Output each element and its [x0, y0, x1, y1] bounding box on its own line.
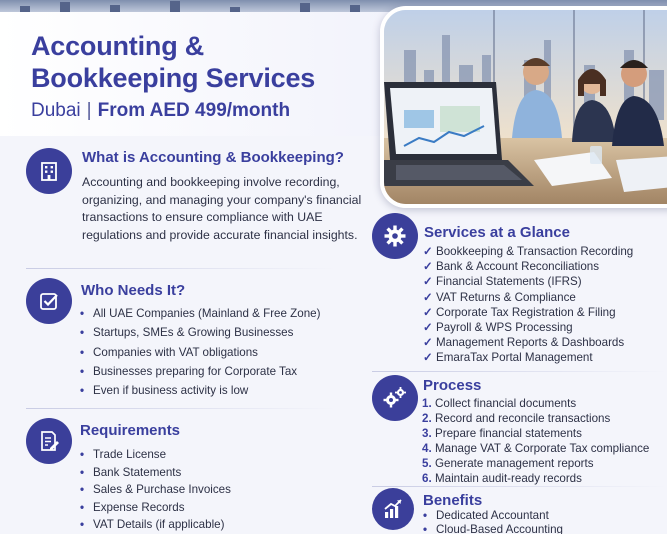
divider — [26, 268, 336, 269]
process-steps-list — [422, 396, 649, 486]
gears-icon — [382, 385, 408, 411]
list-item: • Expense Records — [80, 500, 185, 514]
divider — [372, 486, 667, 487]
growth-chart-icon — [382, 498, 404, 520]
title-line-1: Accounting & — [31, 31, 205, 61]
location-label: Dubai — [31, 100, 81, 121]
list-item: • Startups, SMEs & Growing Businesses — [80, 326, 294, 340]
price-label: From AED 499/month — [97, 100, 291, 121]
requirements-list — [80, 446, 231, 534]
benefits-icon-circle — [372, 488, 414, 530]
benefits-list — [423, 509, 563, 534]
divider — [26, 408, 336, 409]
requirements-icon-circle — [26, 418, 72, 464]
services-icon-circle — [372, 213, 418, 259]
requirements-title: Requirements — [80, 422, 181, 439]
office-meeting-photo — [380, 6, 667, 208]
services-title: Services at a Glance — [424, 224, 570, 241]
checkbox-icon — [38, 290, 60, 312]
list-item: 2. Record and reconcile transactions — [422, 412, 611, 425]
gear-icon — [383, 224, 407, 248]
process-title: Process — [423, 377, 482, 394]
list-item: • Companies with VAT obligations — [80, 345, 258, 359]
list-item: • Trade License — [80, 448, 167, 461]
what-is-title: What is Accounting & Bookkeeping? — [82, 149, 344, 166]
list-item: 5. Generate management reports — [422, 457, 594, 470]
list-item: 6. Maintain audit-ready records — [422, 472, 582, 485]
list-item: ✓ Payroll & WPS Processing — [423, 321, 573, 335]
list-item: • VAT Details (if applicable) — [80, 518, 225, 531]
list-item: ✓ EmaraTax Portal Management — [423, 351, 593, 365]
process-icon-circle — [372, 375, 418, 421]
list-item: ✓ Financial Statements (IFRS) — [423, 275, 582, 289]
who-needs-list — [80, 304, 320, 400]
page-title — [31, 30, 315, 94]
list-item: • All UAE Companies (Mainland & Free Zone) — [80, 307, 321, 320]
title-line-2: Bookkeeping Services — [31, 63, 316, 93]
list-item: ✓ Bank & Account Reconciliations — [423, 260, 600, 274]
list-item: • Even if business activity is low — [80, 384, 249, 398]
list-item: 4. Manage VAT & Corporate Tax compliance — [422, 442, 650, 455]
list-item: • Bank Statements — [80, 465, 182, 479]
subtitle-separator: | — [86, 100, 92, 121]
benefits-title: Benefits — [423, 492, 483, 509]
what-is-icon-circle — [26, 148, 72, 194]
list-item: • Businesses preparing for Corporate Tax — [80, 364, 298, 378]
divider — [372, 371, 667, 372]
list-item: 3. Prepare financial statements — [422, 427, 582, 440]
office-building-icon — [38, 160, 60, 182]
what-is-description: Accounting and bookkeeping involve recording, organizing, and managing your company's financial transactions to ensure compliance with UAE regulations and provide accurate financial insights. — [82, 175, 362, 242]
list-item: 1. Collect financial documents — [422, 397, 577, 410]
list-item: ✓ Bookkeeping & Transaction Recording — [423, 245, 634, 258]
document-edit-icon — [38, 430, 60, 452]
list-item: ✓ VAT Returns & Compliance — [423, 290, 576, 304]
list-item: ✓ Management Reports & Dashboards — [423, 336, 625, 350]
who-needs-icon-circle — [26, 278, 72, 324]
page-subtitle — [31, 100, 290, 122]
list-item: • Sales & Purchase Invoices — [80, 483, 231, 496]
list-item: • Dedicated Accountant — [423, 509, 549, 522]
who-needs-title: Who Needs It? — [81, 282, 186, 299]
list-item: • Cloud-Based Accounting — [423, 523, 563, 534]
services-list — [423, 244, 633, 366]
list-item: ✓ Corporate Tax Registration & Filing — [423, 305, 616, 319]
office-meeting-illustration — [384, 10, 667, 208]
